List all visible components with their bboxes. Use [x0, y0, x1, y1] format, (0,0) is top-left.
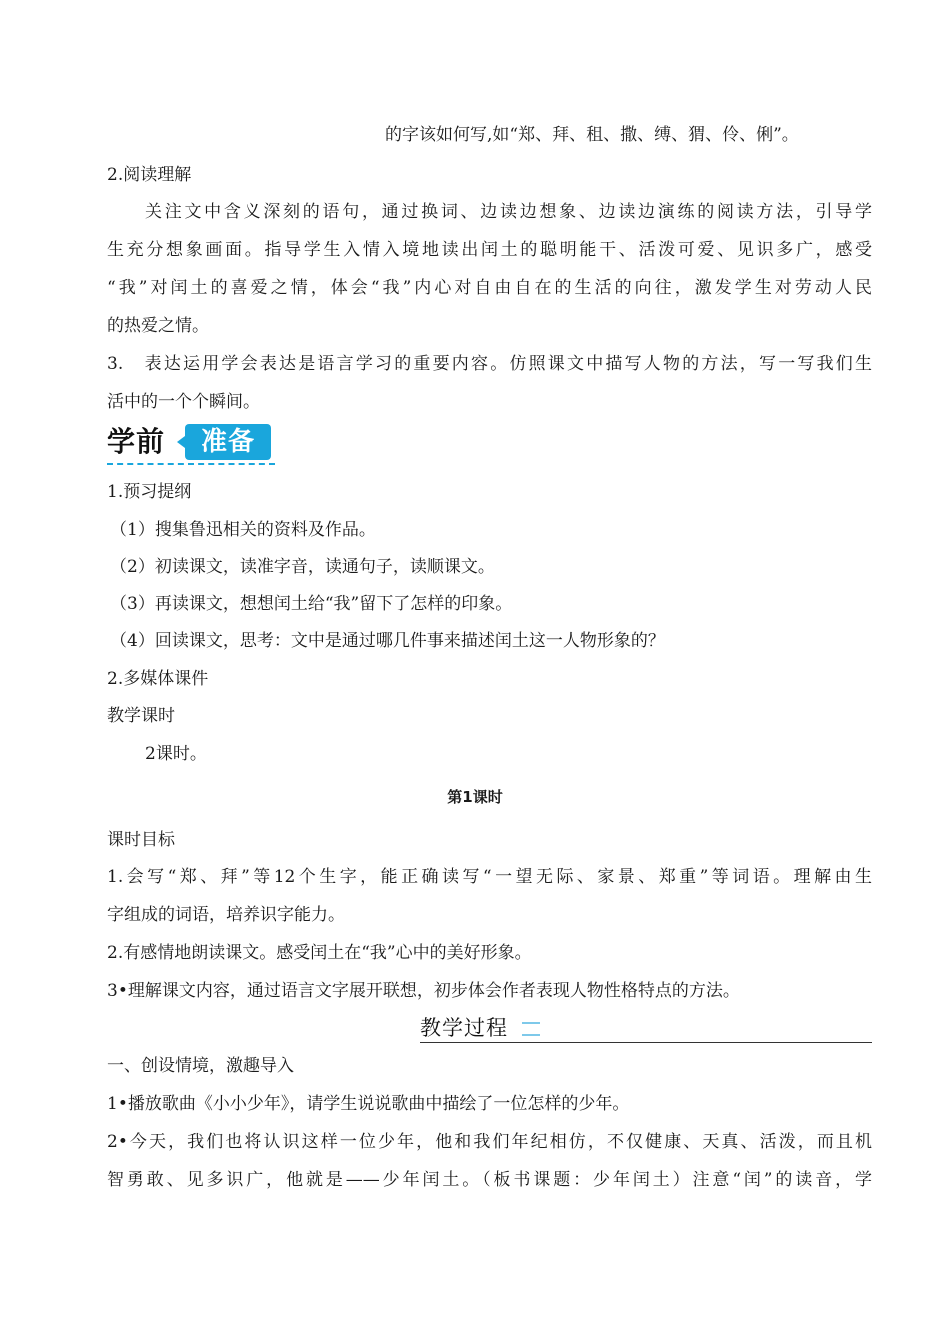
section-heading-part1: 学前 — [107, 425, 166, 458]
paragraph-line: 1.会写“郑、拜”等12个生字，能正确读写“一望无际、家景、郑重”等词语。理解由生 — [107, 867, 872, 887]
text-line: 的字该如何写,如“郑、拜、租、撒、缚、猬、伶、俐”。 — [385, 125, 799, 145]
paragraph-line: 的热爱之情。 — [107, 316, 209, 336]
text-line: 2课时。 — [145, 744, 207, 764]
lesson-title: 第1课时 — [447, 788, 503, 806]
paragraph-line: 3. 表达运用学会表达是语言学习的重要内容。仿照课文中描写人物的方法，写一写我们生 — [107, 354, 872, 374]
paragraph-line: 3•理解课文内容，通过语言文字展开联想，初步体会作者表现人物性格特点的方法。 — [107, 981, 740, 1001]
item-heading: 2.多媒体课件 — [107, 669, 209, 689]
list-item: （2）初读课文，读准字音，读通句子，读顺课文。 — [110, 557, 495, 577]
paragraph-line: 1•播放歌曲《小小少年》，请学生说说歌曲中描绘了一位怎样的少年。 — [107, 1094, 630, 1114]
item-heading: 2.阅读理解 — [107, 165, 192, 185]
item-heading: 1.预习提纲 — [107, 482, 192, 502]
item-heading: 课时目标 — [107, 830, 175, 850]
list-item: （3）再读课文，想想闰土给“我”留下了怎样的印象。 — [110, 594, 513, 614]
item-heading: 一、创设情境，激趣导入 — [107, 1056, 294, 1076]
paragraph-line: “我”对闰土的喜爱之情，体会“我”内心对自由自在的生活的向往，激发学生对劳动人民 — [107, 278, 872, 298]
paragraph-line: 2.有感情地朗读课文。感受闰土在“我”心中的美好形象。 — [107, 943, 532, 963]
paragraph-line: 生充分想象画面。指导学生入情入境地读出闰土的聪明能干、活泼可爱、见识多广，感受 — [107, 240, 872, 260]
item-heading: 教学课时 — [107, 706, 175, 726]
section-heading — [105, 424, 280, 464]
paragraph-line: 2•今天，我们也将认识这样一位少年，他和我们年纪相仿，不仅健康、天真、活泼，而且机 — [107, 1132, 872, 1152]
heading-bars-icon — [522, 1022, 540, 1036]
process-heading-text: 教学过程 — [420, 1016, 508, 1040]
section-heading-badge: 准备 — [185, 424, 271, 460]
paragraph-line: 字组成的词语，培养识字能力。 — [107, 905, 345, 925]
process-heading — [420, 1016, 872, 1043]
dashed-underline — [107, 463, 275, 465]
list-item: （4）回读课文，思考：文中是通过哪几件事来描述闰土这一人物形象的？ — [110, 631, 665, 651]
list-item: （1）搜集鲁迅相关的资料及作品。 — [110, 520, 376, 540]
paragraph-line: 智勇敢、见多识广，他就是——少年闰土。（板书课题：少年闰土）注意“闰”的读音，学 — [107, 1170, 872, 1190]
paragraph-line: 关注文中含义深刻的语句，通过换词、边读边想象、边读边演练的阅读方法，引导学 — [145, 202, 872, 222]
paragraph-line: 活中的一个个瞬间。 — [107, 392, 260, 412]
